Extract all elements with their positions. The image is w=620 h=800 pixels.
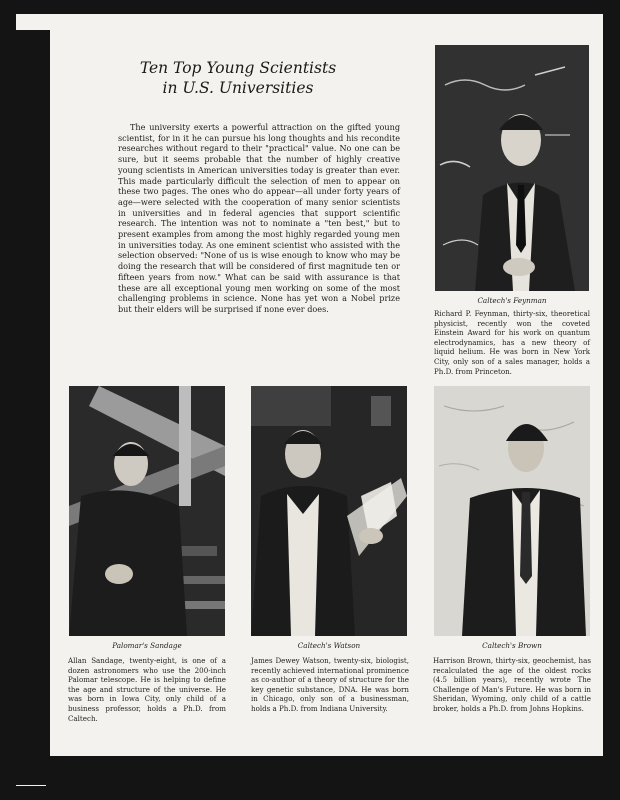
feynman-photo bbox=[435, 45, 589, 291]
page-bottom-edge bbox=[46, 756, 606, 800]
title-line-1: Ten Top Young Scientists bbox=[139, 59, 337, 77]
brown-caption-text: Harrison Brown, thirty-six, geochemist, has recalculated the age of the oldest rocks (4.5 billion years), recently wrote The Challenge of Man's Future. He was born in Sheridan, Wyoming, only child of a cattle broker, holds a Ph.D. from Johns Hopkins. bbox=[433, 656, 591, 713]
watson-caption-title: Caltech's Watson bbox=[297, 641, 361, 650]
brown-caption-title: Caltech's Brown bbox=[482, 641, 542, 650]
sandage-caption-title: Palomar's Sandage bbox=[112, 641, 182, 650]
title-line-2: in U.S. Universities bbox=[162, 79, 314, 97]
watson-caption-text: James Dewey Watson, twenty-six, biologist, recently achieved international prominence as co-author of a theory of structure for the key genetic substance, DNA. He was born in Chicago, only son of a businessman, holds a Ph.D. from Indiana University. bbox=[251, 656, 409, 713]
watson-photo bbox=[251, 386, 407, 636]
page-edge-band bbox=[16, 30, 50, 785]
sandage-caption-text: Allan Sandage, twenty-eight, is one of a dozen astronomers who use the 200-inch Palomar telescope. He is helping to define the age and structure of the universe. He was born in Iowa City, only child of a business professor, holds a Ph.D. from Caltech. bbox=[68, 656, 226, 723]
intro-paragraph: The university exerts a powerful attraction on the gifted young scientist, for in it he can pursue his long thoughts and his recondite researches without regard to their "practical" value. No one can be sure, but it seems probable that the number of highly creative young scientists in American universities today is greater than ever. This made particularly difficult the selection of men to appear on these two pages. The ones who do appear—all under forty years of age—were selected with the cooperation of many senior scientists in universities and in federal agencies that support scientific research. The intention was not to nominate a "ten best," but to present examples from among the most highly regarded young men in universities today. As one eminent scientist who assisted with the selection observed: "None of us is wise enough to know who may be doing the research that will be considered of first magnitude ten or fifteen years from now." What can be said with assurance is that these are all exceptional young men working on some of the most challenging problems in science. None has yet won a Nobel prize but their elders will be surprised if none ever does. bbox=[118, 122, 400, 314]
feynman-caption-text: Richard P. Feynman, thirty-six, theoretical physicist, recently won the coveted Einstein Award for his work on quantum electrodynamics, has a new theory of liquid helium. He was born in New York City, only son of a sales manager, holds a Ph.D. from Princeton. bbox=[434, 309, 590, 376]
brown-photo bbox=[434, 386, 590, 636]
article-title bbox=[118, 58, 358, 98]
sandage-photo bbox=[69, 386, 225, 636]
feynman-caption-title: Caltech's Feynman bbox=[477, 296, 547, 305]
